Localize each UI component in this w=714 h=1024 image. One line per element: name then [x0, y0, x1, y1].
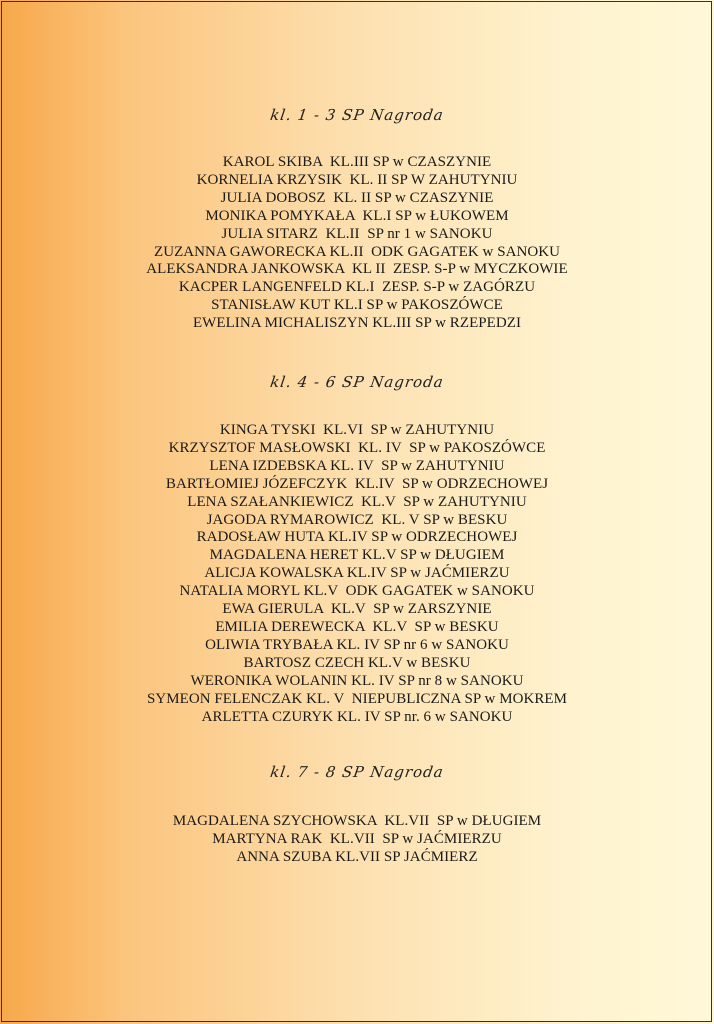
list-item: KORNELIA KRZYSIK KL. II SP W ZAHUTYNIU: [196, 171, 518, 188]
list-item: KAROL SKIBA KL.III SP w CZASZYNIE: [222, 154, 492, 170]
list-item: OLIWIA TRYBAŁA KL. IV SP nr 6 w SANOKU: [205, 636, 509, 653]
section-heading: kl. 4 - 6 SP Nagroda: [269, 373, 445, 391]
list-item: EWA GIERULA KL.V SP w ZARSZYNIE: [222, 601, 492, 618]
section-grades-1-3: [0, 103, 714, 333]
list-item: BARTŁOMIEJ JÓZEFCZYK KL.IV SP w ODRZECHOWEJ: [165, 475, 549, 492]
list-item: ARLETTA CZURYK KL. IV SP nr. 6 w SANOKU: [201, 708, 513, 725]
list-item: MONIKA POMYKAŁA KL.I SP w ŁUKOWEM: [205, 207, 509, 224]
list-item: BARTOSZ CZECH KL.V w BESKU: [243, 654, 471, 671]
list-item: NATALIA MORYL KL.V ODK GAGATEK w SANOKU: [179, 583, 535, 600]
list-item: MARTYNA RAK KL.VII SP w JAĆMIERZU: [212, 830, 502, 847]
award-list: [0, 154, 714, 333]
list-item: EWELINA MICHALISZYN KL.III SP w RZEPEDZI: [192, 315, 522, 332]
award-list: [0, 422, 714, 726]
list-item: LENA IZDEBSKA KL. IV SP w ZAHUTYNIU: [209, 457, 505, 474]
list-item: ZUZANNA GAWORECKA KL.II ODK GAGATEK w SANOKU: [153, 243, 561, 260]
section-heading: kl. 1 - 3 SP Nagroda: [269, 106, 445, 124]
list-item: KACPER LANGENFELD KL.I ZESP. S-P w ZAGÓRZU: [178, 279, 536, 296]
list-item: ALEKSANDRA JANKOWSKA KL II ZESP. S-P w MYCZKOWIE: [146, 261, 568, 278]
list-item: KINGA TYSKI KL.VI SP w ZAHUTYNIU: [219, 422, 495, 438]
list-item: MAGDALENA HERET KL.V SP w DŁUGIEM: [209, 547, 505, 564]
list-item: RADOSŁAW HUTA KL.IV SP w ODRZECHOWEJ: [196, 529, 518, 546]
list-item: JULIA DOBOSZ KL. II SP w CZASZYNIE: [220, 189, 494, 206]
list-item: JAGODA RYMAROWICZ KL. V SP w BESKU: [206, 511, 508, 528]
award-list: [0, 813, 714, 867]
list-item: JULIA SITARZ KL.II SP nr 1 w SANOKU: [221, 225, 493, 242]
list-item: LENA SZAŁANKIEWICZ KL.V SP w ZAHUTYNIU: [187, 493, 527, 510]
section-heading: kl. 7 - 8 SP Nagroda: [269, 763, 445, 781]
list-item: SYMEON FELENCZAK KL. V NIEPUBLICZNA SP w MOKREM: [146, 690, 568, 707]
list-item: ALICJA KOWALSKA KL.IV SP w JAĆMIERZU: [204, 565, 510, 582]
list-item: EMILIA DEREWECKA KL.V SP w BESKU: [215, 618, 499, 635]
section-grades-4-6: [0, 370, 714, 726]
list-item: STANISŁAW KUT KL.I SP w PAKOSZÓWCE: [211, 297, 503, 314]
list-item: KRZYSZTOF MASŁOWSKI KL. IV SP w PAKOSZÓWCE: [168, 439, 546, 456]
list-item: WERONIKA WOLANIN KL. IV SP nr 8 w SANOKU: [190, 672, 524, 689]
list-item: MAGDALENA SZYCHOWSKA KL.VII SP w DŁUGIEM: [172, 813, 542, 829]
list-item: ANNA SZUBA KL.VII SP JAĆMIERZ: [236, 848, 478, 865]
section-grades-7-8: [0, 760, 714, 867]
